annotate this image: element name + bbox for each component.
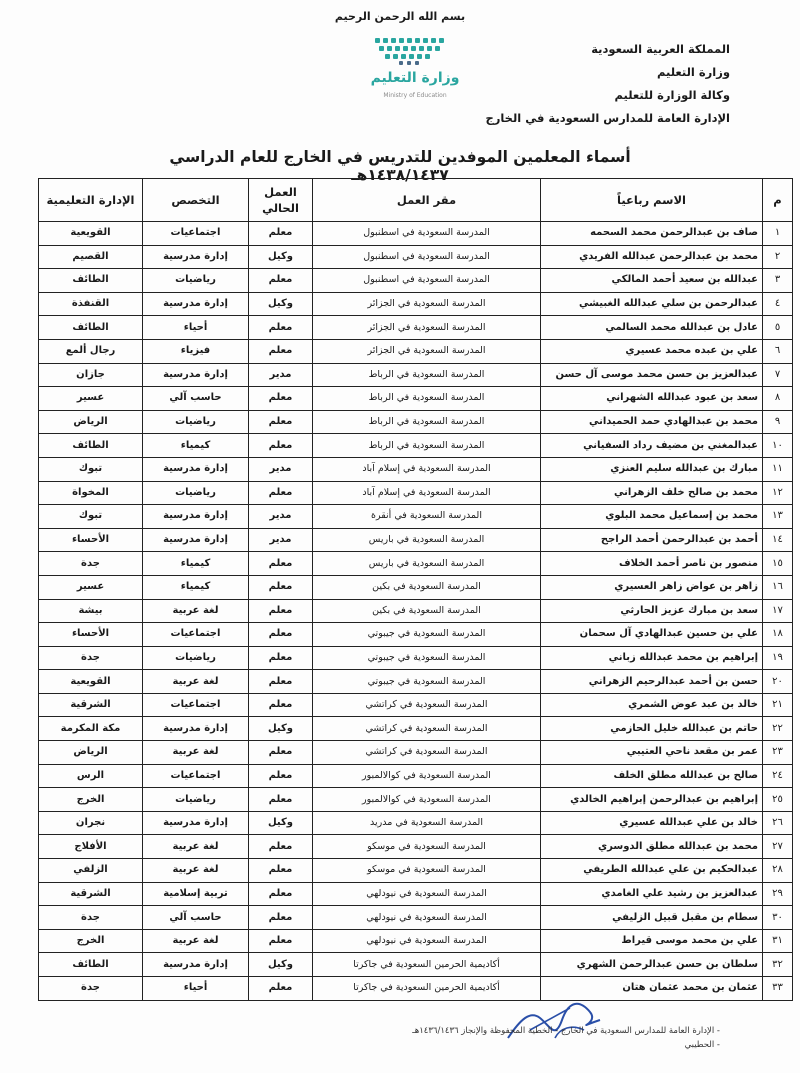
cell-number: ١٦ bbox=[763, 575, 793, 599]
cell-number: ٩ bbox=[763, 410, 793, 434]
cell-current-job: معلم bbox=[249, 623, 313, 647]
cell-specialization: لغة عربية bbox=[143, 835, 249, 859]
cell-number: ١٣ bbox=[763, 505, 793, 529]
cell-specialization: اجتماعيات bbox=[143, 764, 249, 788]
cell-name: عبدالرحمن بن سلي عبدالله الغبيشي bbox=[541, 292, 763, 316]
cell-current-job: وكيل bbox=[249, 717, 313, 741]
cell-current-job: معلم bbox=[249, 741, 313, 765]
cell-name: سلطان بن حسن عبدالرحمن الشهري bbox=[541, 953, 763, 977]
table-header-row bbox=[39, 179, 793, 222]
table-row bbox=[39, 835, 793, 859]
cell-education-admin: نجران bbox=[39, 811, 143, 835]
cell-current-job: معلم bbox=[249, 835, 313, 859]
cell-education-admin: الخرج bbox=[39, 929, 143, 953]
ministry-logo-name: وزارة التعليم bbox=[370, 70, 460, 86]
cell-education-admin: الخرج bbox=[39, 788, 143, 812]
table-row bbox=[39, 764, 793, 788]
table-row bbox=[39, 811, 793, 835]
cell-workplace: المدرسة السعودية في الجزائر bbox=[313, 316, 541, 340]
table-row bbox=[39, 693, 793, 717]
cell-education-admin: جدة bbox=[39, 906, 143, 930]
cell-number: ٦ bbox=[763, 339, 793, 363]
teachers-table bbox=[38, 178, 793, 1001]
cell-specialization: كيمياء bbox=[143, 575, 249, 599]
cell-number: ٢٤ bbox=[763, 764, 793, 788]
letterhead-line-ministry: وزارة التعليم bbox=[657, 65, 730, 79]
cell-current-job: مدير bbox=[249, 528, 313, 552]
table-row bbox=[39, 269, 793, 293]
letterhead-line-agency: وكالة الوزارة للتعليم bbox=[614, 88, 730, 102]
cell-workplace: المدرسة السعودية في كوالالمبور bbox=[313, 764, 541, 788]
cell-current-job: وكيل bbox=[249, 245, 313, 269]
cell-specialization: إدارة مدرسية bbox=[143, 457, 249, 481]
cell-education-admin: الرياض bbox=[39, 410, 143, 434]
cell-workplace: المدرسة السعودية في جيبوتي bbox=[313, 646, 541, 670]
cell-education-admin: الرس bbox=[39, 764, 143, 788]
cell-number: ٢٩ bbox=[763, 882, 793, 906]
cell-specialization: فيزياء bbox=[143, 339, 249, 363]
cell-number: ١٠ bbox=[763, 434, 793, 458]
cell-name: عبدالعزيز بن حسن محمد موسى آل حسن bbox=[541, 363, 763, 387]
cell-number: ٢٠ bbox=[763, 670, 793, 694]
table-row bbox=[39, 457, 793, 481]
cell-current-job: معلم bbox=[249, 906, 313, 930]
letterhead-line-kingdom: المملكة العربية السعودية bbox=[591, 42, 730, 56]
cell-name: محمد بن عبدالرحمن عبدالله الفريدي bbox=[541, 245, 763, 269]
cell-specialization: حاسب آلي bbox=[143, 906, 249, 930]
cell-number: ٨ bbox=[763, 387, 793, 411]
cell-specialization: رياضيات bbox=[143, 410, 249, 434]
cell-education-admin: الطائف bbox=[39, 269, 143, 293]
cell-education-admin: جدة bbox=[39, 646, 143, 670]
cell-name: علي بن محمد موسى قيراط bbox=[541, 929, 763, 953]
cell-education-admin: جازان bbox=[39, 363, 143, 387]
cell-education-admin: الأحساء bbox=[39, 623, 143, 647]
cell-workplace: المدرسة السعودية في باريس bbox=[313, 552, 541, 576]
table-row bbox=[39, 292, 793, 316]
cell-specialization: لغة عربية bbox=[143, 599, 249, 623]
cell-current-job: معلم bbox=[249, 222, 313, 246]
cell-current-job: معلم bbox=[249, 269, 313, 293]
cell-specialization: إدارة مدرسية bbox=[143, 363, 249, 387]
ministry-logo bbox=[335, 30, 475, 110]
cell-workplace: المدرسة السعودية في جيبوتي bbox=[313, 670, 541, 694]
cell-name: زاهر بن عواض زاهر العسيري bbox=[541, 575, 763, 599]
cell-specialization: حاسب آلي bbox=[143, 387, 249, 411]
cell-education-admin: عسير bbox=[39, 387, 143, 411]
cell-workplace: المدرسة السعودية في موسكو bbox=[313, 859, 541, 883]
cell-current-job: معلم bbox=[249, 575, 313, 599]
table-row bbox=[39, 906, 793, 930]
cell-number: ١٢ bbox=[763, 481, 793, 505]
cell-education-admin: تبوك bbox=[39, 457, 143, 481]
cell-number: ٢٨ bbox=[763, 859, 793, 883]
col-header-current-job: العمل الحالي bbox=[249, 179, 313, 222]
cell-specialization: إدارة مدرسية bbox=[143, 245, 249, 269]
cell-name: خالد بن علي عبدالله عسيري bbox=[541, 811, 763, 835]
cell-number: ١٩ bbox=[763, 646, 793, 670]
cell-name: عبدالله بن سعيد أحمد المالكي bbox=[541, 269, 763, 293]
cell-education-admin: جدة bbox=[39, 552, 143, 576]
table-row bbox=[39, 505, 793, 529]
cell-name: عبدالحكيم بن علي عبدالله الطريفي bbox=[541, 859, 763, 883]
table-row bbox=[39, 977, 793, 1001]
cell-specialization: إدارة مدرسية bbox=[143, 953, 249, 977]
cell-name: عادل بن عبدالله محمد السالمي bbox=[541, 316, 763, 340]
cell-current-job: معلم bbox=[249, 410, 313, 434]
cell-workplace: أكاديمية الحرمين السعودية في جاكرتا bbox=[313, 977, 541, 1001]
cell-workplace: المدرسة السعودية في باريس bbox=[313, 528, 541, 552]
cell-workplace: المدرسة السعودية في إسلام آباد bbox=[313, 481, 541, 505]
ministry-logo-name-en: Ministry of Education bbox=[383, 92, 447, 99]
cell-number: ٧ bbox=[763, 363, 793, 387]
cell-current-job: معلم bbox=[249, 882, 313, 906]
cell-number: ١٨ bbox=[763, 623, 793, 647]
cell-specialization: رياضيات bbox=[143, 788, 249, 812]
cell-workplace: المدرسة السعودية في جيبوتي bbox=[313, 623, 541, 647]
document-title: أسماء المعلمين الموفدين للتدريس في الخارج للعام الدراسي ١٤٣٨/١٤٣٧هـ bbox=[169, 148, 631, 184]
cell-number: ٢٢ bbox=[763, 717, 793, 741]
cell-number: ٢٦ bbox=[763, 811, 793, 835]
cell-education-admin: القويعية bbox=[39, 670, 143, 694]
cell-number: ١ bbox=[763, 222, 793, 246]
cell-workplace: المدرسة السعودية في الرباط bbox=[313, 387, 541, 411]
table-row bbox=[39, 387, 793, 411]
cell-current-job: معلم bbox=[249, 339, 313, 363]
cell-current-job: مدير bbox=[249, 457, 313, 481]
cell-specialization: لغة عربية bbox=[143, 741, 249, 765]
cell-specialization: لغة عربية bbox=[143, 859, 249, 883]
cell-workplace: أكاديمية الحرمين السعودية في جاكرتا bbox=[313, 953, 541, 977]
cell-education-admin: الرياض bbox=[39, 741, 143, 765]
table-row bbox=[39, 575, 793, 599]
cell-current-job: معلم bbox=[249, 670, 313, 694]
cell-number: ٢٥ bbox=[763, 788, 793, 812]
cell-current-job: وكيل bbox=[249, 292, 313, 316]
cell-current-job: مدير bbox=[249, 363, 313, 387]
cell-education-admin: الأحساء bbox=[39, 528, 143, 552]
table-row bbox=[39, 670, 793, 694]
cell-workplace: المدرسة السعودية في بكين bbox=[313, 575, 541, 599]
cell-workplace: المدرسة السعودية في الجزائر bbox=[313, 292, 541, 316]
cell-workplace: المدرسة السعودية في كراتشي bbox=[313, 693, 541, 717]
cell-specialization: اجتماعيات bbox=[143, 693, 249, 717]
cell-name: سعد بن عبود عبدالله الشهراني bbox=[541, 387, 763, 411]
table-row bbox=[39, 717, 793, 741]
cell-name: سطام بن مقبل قبيل الزليفي bbox=[541, 906, 763, 930]
cell-number: ٣٢ bbox=[763, 953, 793, 977]
table-row bbox=[39, 741, 793, 765]
cell-workplace: المدرسة السعودية في بكين bbox=[313, 599, 541, 623]
cell-specialization: أحياء bbox=[143, 977, 249, 1001]
cell-number: ٢٧ bbox=[763, 835, 793, 859]
cell-number: ١٤ bbox=[763, 528, 793, 552]
cell-name: عمر بن مقعد ناحي العتيبي bbox=[541, 741, 763, 765]
cell-name: عبدالمغني بن مضيف رداد السفياني bbox=[541, 434, 763, 458]
cell-workplace: المدرسة السعودية في كوالالمبور bbox=[313, 788, 541, 812]
cell-number: ٢٣ bbox=[763, 741, 793, 765]
cell-education-admin: الأفلاج bbox=[39, 835, 143, 859]
table-row bbox=[39, 646, 793, 670]
cell-name: صاف بن عبدالرحمن محمد السحمه bbox=[541, 222, 763, 246]
cell-number: ٢١ bbox=[763, 693, 793, 717]
table-row bbox=[39, 953, 793, 977]
cell-education-admin: مكة المكرمة bbox=[39, 717, 143, 741]
cell-current-job: معلم bbox=[249, 481, 313, 505]
cell-education-admin: عسير bbox=[39, 575, 143, 599]
cell-education-admin: تبوك bbox=[39, 505, 143, 529]
table-row bbox=[39, 339, 793, 363]
table-row bbox=[39, 434, 793, 458]
cell-specialization: رياضيات bbox=[143, 646, 249, 670]
cell-education-admin: الطائف bbox=[39, 434, 143, 458]
cell-workplace: المدرسة السعودية في اسطنبول bbox=[313, 245, 541, 269]
cell-name: منصور بن ناصر أحمد الخلاف bbox=[541, 552, 763, 576]
cell-education-admin: بيشة bbox=[39, 599, 143, 623]
cell-name: إبراهيم بن محمد عبدالله زباني bbox=[541, 646, 763, 670]
cell-workplace: المدرسة السعودية في اسطنبول bbox=[313, 269, 541, 293]
cell-specialization: لغة عربية bbox=[143, 670, 249, 694]
cell-specialization: إدارة مدرسية bbox=[143, 717, 249, 741]
col-header-name: الاسم رباعياً bbox=[541, 179, 763, 222]
cell-workplace: المدرسة السعودية في نيودلهي bbox=[313, 882, 541, 906]
cell-name: علي بن حسين عبدالهادي آل سحمان bbox=[541, 623, 763, 647]
cell-education-admin: رجال ألمع bbox=[39, 339, 143, 363]
cell-name: حاتم بن عبدالله خليل الحازمي bbox=[541, 717, 763, 741]
cell-specialization: رياضيات bbox=[143, 269, 249, 293]
cell-current-job: معلم bbox=[249, 764, 313, 788]
col-header-workplace: مقر العمل bbox=[313, 179, 541, 222]
cell-name: محمد بن عبدالهادي حمد الحميداني bbox=[541, 410, 763, 434]
cell-specialization: اجتماعيات bbox=[143, 623, 249, 647]
cell-specialization: إدارة مدرسية bbox=[143, 528, 249, 552]
cell-current-job: معلم bbox=[249, 929, 313, 953]
bismillah-text: بسم الله الرحمن الرحيم bbox=[334, 10, 466, 23]
cell-number: ١٧ bbox=[763, 599, 793, 623]
cell-education-admin: الشرقية bbox=[39, 693, 143, 717]
cell-specialization: رياضيات bbox=[143, 481, 249, 505]
col-header-education-admin: الإدارة التعليمية bbox=[39, 179, 143, 222]
table-row bbox=[39, 410, 793, 434]
cell-name: أحمد بن عبدالرحمن أحمد الراجح bbox=[541, 528, 763, 552]
cell-education-admin: الطائف bbox=[39, 953, 143, 977]
cell-current-job: مدير bbox=[249, 505, 313, 529]
cell-specialization: لغة عربية bbox=[143, 929, 249, 953]
cell-workplace: المدرسة السعودية في موسكو bbox=[313, 835, 541, 859]
table-row bbox=[39, 623, 793, 647]
cell-number: ٣١ bbox=[763, 929, 793, 953]
cell-current-job: معلم bbox=[249, 316, 313, 340]
cell-education-admin: القصيم bbox=[39, 245, 143, 269]
cell-name: خالد بن عبد عوض الشمري bbox=[541, 693, 763, 717]
cell-specialization: إدارة مدرسية bbox=[143, 811, 249, 835]
cell-current-job: معلم bbox=[249, 599, 313, 623]
cell-education-admin: الشرقية bbox=[39, 882, 143, 906]
cell-number: ٥ bbox=[763, 316, 793, 340]
cell-name: عبدالعزيز بن رشيد علي الغامدي bbox=[541, 882, 763, 906]
cell-workplace: المدرسة السعودية في كراتشي bbox=[313, 741, 541, 765]
cell-current-job: وكيل bbox=[249, 953, 313, 977]
table-row bbox=[39, 788, 793, 812]
cell-name: حسن بن أحمد عبدالرحيم الزهراني bbox=[541, 670, 763, 694]
cell-specialization: أحياء bbox=[143, 316, 249, 340]
cell-workplace: المدرسة السعودية في الجزائر bbox=[313, 339, 541, 363]
ministry-logo-icon bbox=[371, 36, 451, 66]
cell-number: ٣٠ bbox=[763, 906, 793, 930]
cell-number: ٤ bbox=[763, 292, 793, 316]
letterhead bbox=[485, 38, 730, 130]
cell-number: ١١ bbox=[763, 457, 793, 481]
cell-name: مبارك بن عبدالله سليم العنزي bbox=[541, 457, 763, 481]
footer-line-2: - الحطيبي bbox=[684, 1040, 720, 1050]
table-row bbox=[39, 528, 793, 552]
table-row bbox=[39, 929, 793, 953]
cell-workplace: المدرسة السعودية في الرباط bbox=[313, 434, 541, 458]
cell-education-admin: المخواة bbox=[39, 481, 143, 505]
cell-specialization: إدارة مدرسية bbox=[143, 292, 249, 316]
cell-specialization: كيمياء bbox=[143, 552, 249, 576]
cell-name: إبراهيم بن عبدالرحمن إبراهيم الخالدي bbox=[541, 788, 763, 812]
cell-name: محمد بن عبدالله مطلق الدوسري bbox=[541, 835, 763, 859]
cell-current-job: معلم bbox=[249, 387, 313, 411]
table-row bbox=[39, 481, 793, 505]
table-row bbox=[39, 363, 793, 387]
footer-notes bbox=[200, 1024, 720, 1052]
cell-workplace: المدرسة السعودية في نيودلهي bbox=[313, 929, 541, 953]
cell-education-admin: الزلفي bbox=[39, 859, 143, 883]
table-row bbox=[39, 222, 793, 246]
table-row bbox=[39, 552, 793, 576]
table-row bbox=[39, 859, 793, 883]
cell-education-admin: القويعية bbox=[39, 222, 143, 246]
cell-specialization: إدارة مدرسية bbox=[143, 505, 249, 529]
cell-workplace: المدرسة السعودية في اسطنبول bbox=[313, 222, 541, 246]
cell-current-job: معلم bbox=[249, 552, 313, 576]
cell-number: ٣٣ bbox=[763, 977, 793, 1001]
table-row bbox=[39, 882, 793, 906]
cell-name: علي بن عبده محمد عسيري bbox=[541, 339, 763, 363]
cell-current-job: معلم bbox=[249, 788, 313, 812]
cell-workplace: المدرسة السعودية في أنقرة bbox=[313, 505, 541, 529]
letterhead-line-department: الإدارة العامة للمدارس السعودية في الخارج bbox=[485, 111, 730, 125]
cell-name: صالح بن عبدالله مطلق الخلف bbox=[541, 764, 763, 788]
cell-name: محمد بن إسماعيل محمد البلوي bbox=[541, 505, 763, 529]
cell-number: ٢ bbox=[763, 245, 793, 269]
cell-name: عثمان بن محمد عثمان هتان bbox=[541, 977, 763, 1001]
cell-number: ١٥ bbox=[763, 552, 793, 576]
cell-workplace: المدرسة السعودية في نيودلهي bbox=[313, 906, 541, 930]
cell-number: ٣ bbox=[763, 269, 793, 293]
table-row bbox=[39, 599, 793, 623]
cell-workplace: المدرسة السعودية في الرباط bbox=[313, 363, 541, 387]
cell-workplace: المدرسة السعودية في مدريد bbox=[313, 811, 541, 835]
cell-workplace: المدرسة السعودية في إسلام آباد bbox=[313, 457, 541, 481]
cell-current-job: معلم bbox=[249, 434, 313, 458]
cell-current-job: وكيل bbox=[249, 811, 313, 835]
cell-workplace: المدرسة السعودية في كراتشي bbox=[313, 717, 541, 741]
cell-name: محمد بن صالح خلف الزهراني bbox=[541, 481, 763, 505]
cell-specialization: تربية إسلامية bbox=[143, 882, 249, 906]
cell-workplace: المدرسة السعودية في الرباط bbox=[313, 410, 541, 434]
cell-name: سعد بن مبارك عزيز الحارثي bbox=[541, 599, 763, 623]
cell-education-admin: القنفذة bbox=[39, 292, 143, 316]
cell-education-admin: الطائف bbox=[39, 316, 143, 340]
cell-current-job: معلم bbox=[249, 646, 313, 670]
table-row bbox=[39, 245, 793, 269]
cell-current-job: معلم bbox=[249, 859, 313, 883]
table-row bbox=[39, 316, 793, 340]
cell-specialization: اجتماعيات bbox=[143, 222, 249, 246]
col-header-specialization: التخصص bbox=[143, 179, 249, 222]
cell-education-admin: جدة bbox=[39, 977, 143, 1001]
cell-specialization: كيمياء bbox=[143, 434, 249, 458]
cell-current-job: معلم bbox=[249, 693, 313, 717]
footer-line-1: - الإدارة العامة للمدارس السعودية في الخارج - الخطية المحفوظة والإنجاز ١٤٣٦/١٤٣٦هـ bbox=[412, 1026, 720, 1036]
cell-current-job: معلم bbox=[249, 977, 313, 1001]
col-header-number: م bbox=[763, 179, 793, 222]
